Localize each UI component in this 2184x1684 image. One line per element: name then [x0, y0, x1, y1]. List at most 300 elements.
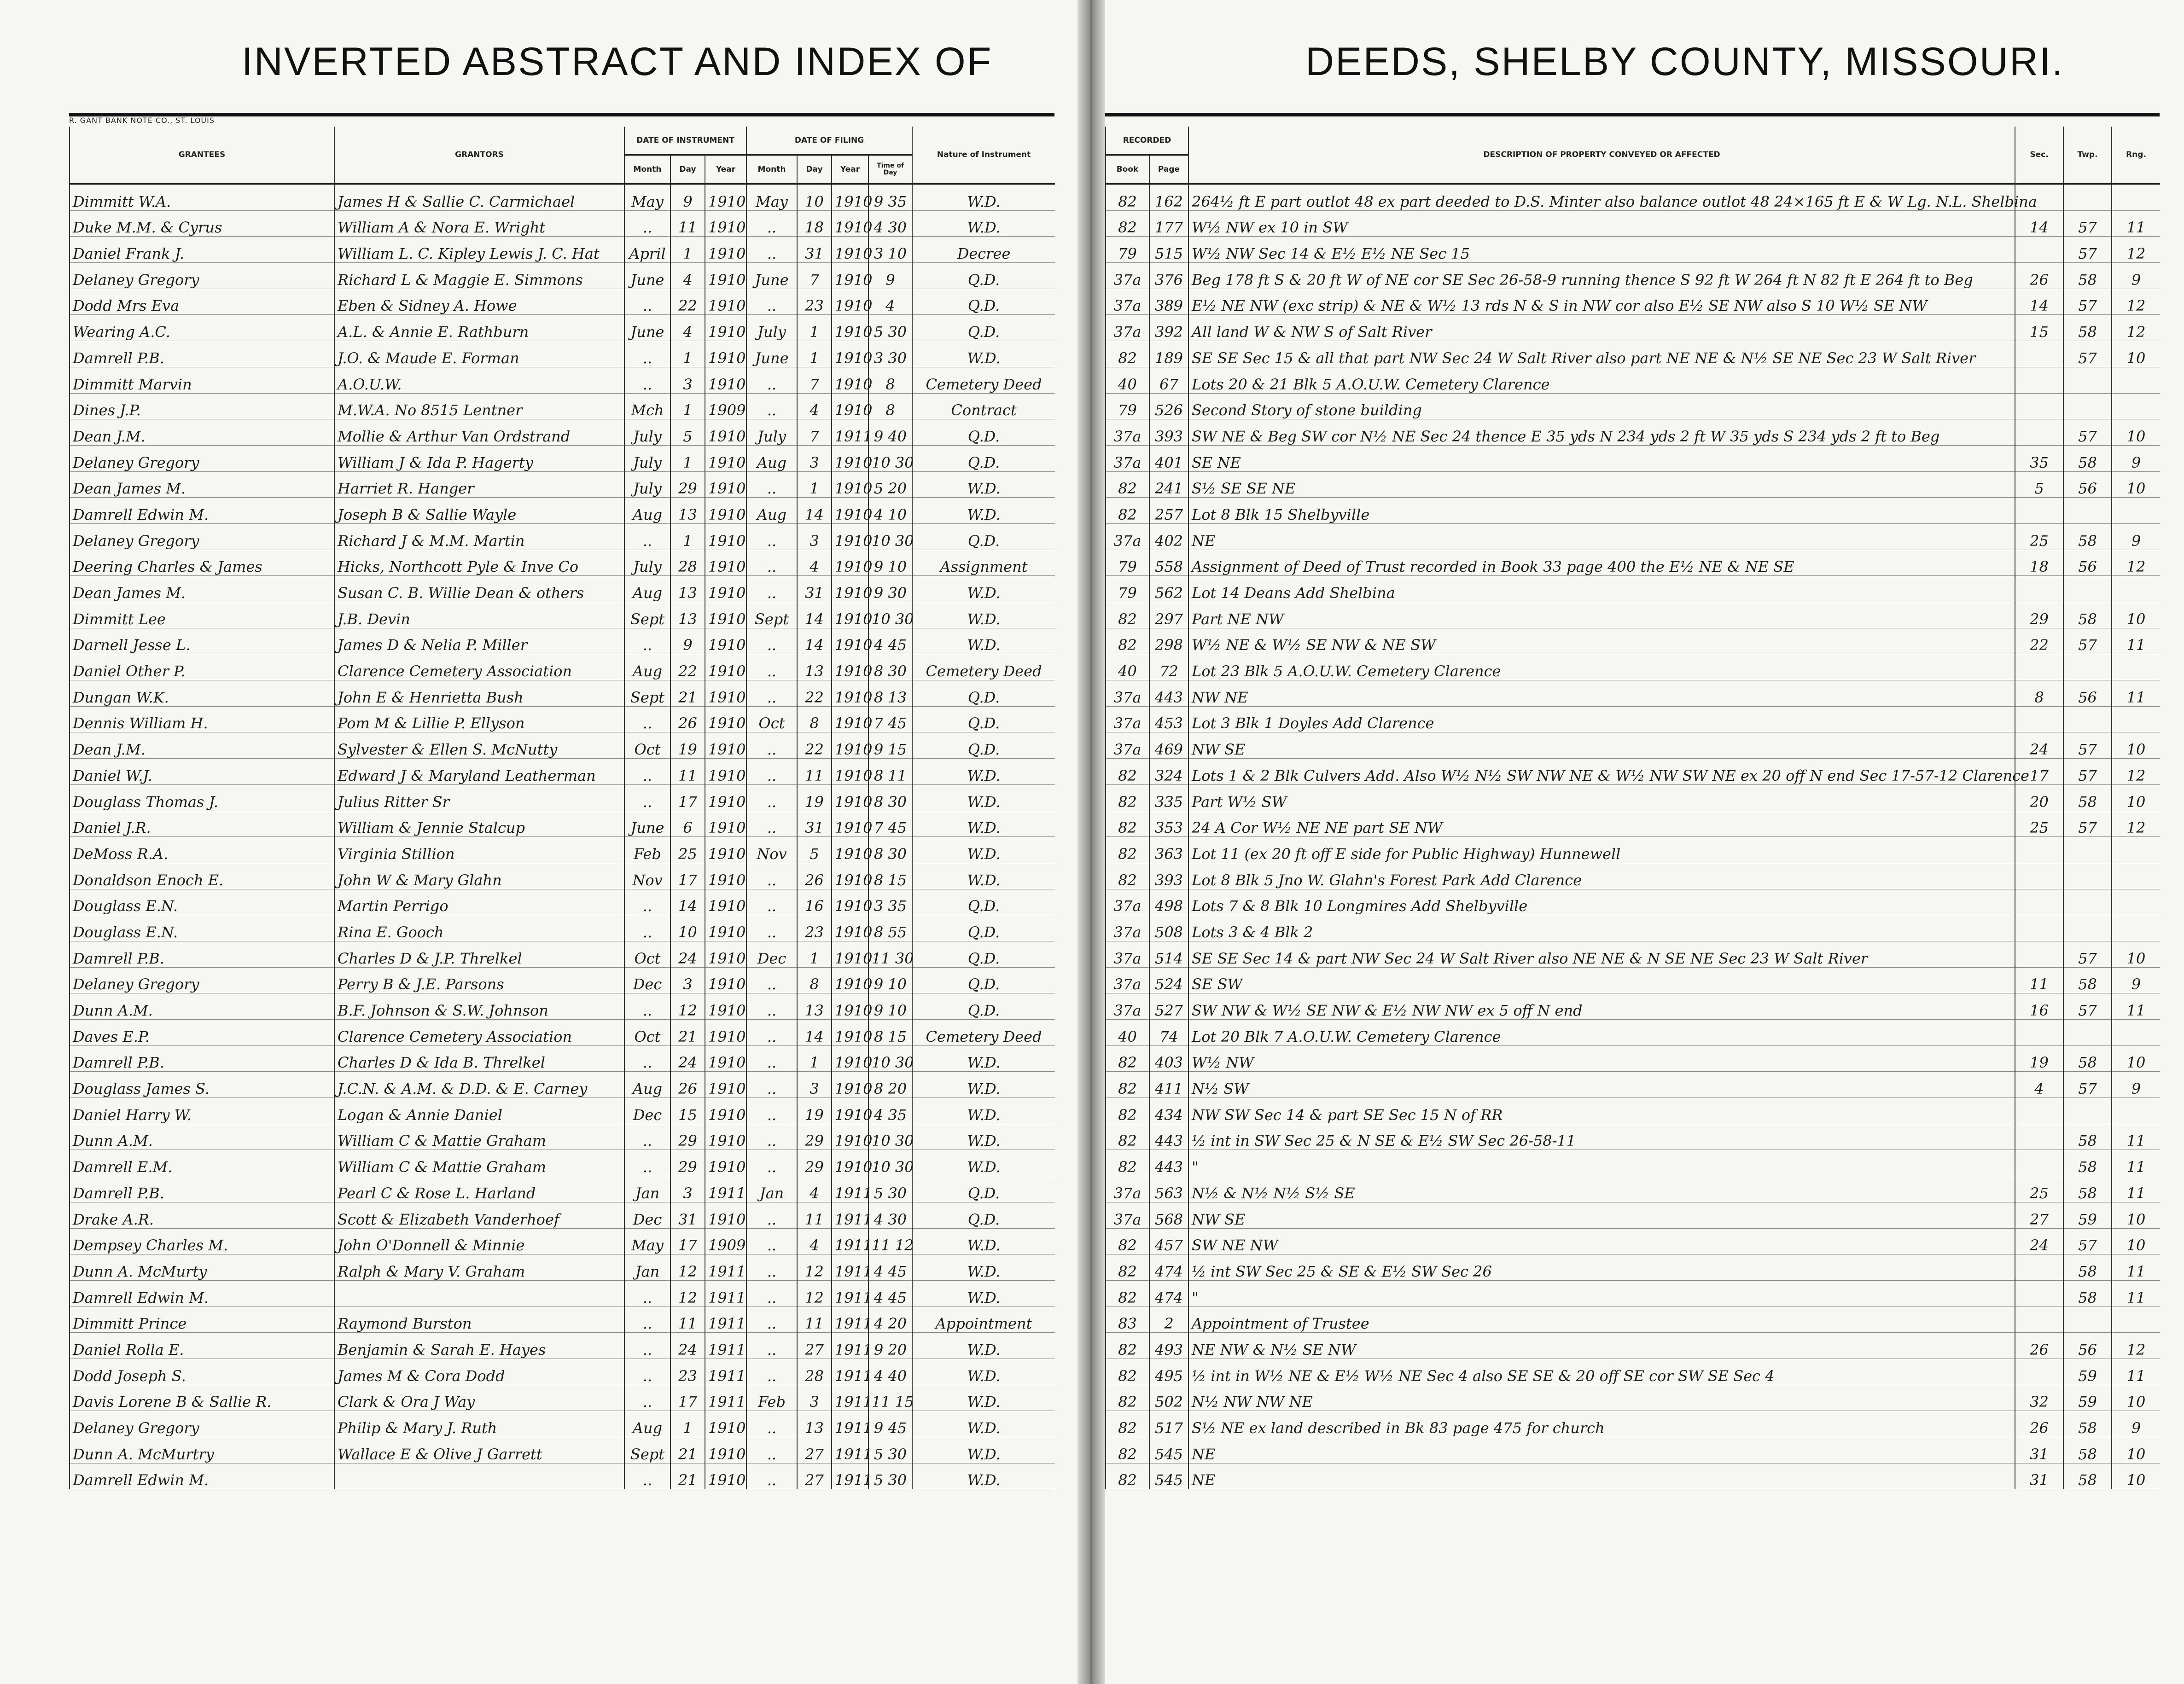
cell-iy: 1910 — [705, 863, 746, 889]
cell-sec — [2015, 341, 2063, 367]
cell-fm: .. — [746, 1098, 797, 1124]
cell-id: 1 — [670, 1411, 705, 1437]
cell-ft: 4 45 — [868, 628, 912, 654]
cell-fd: 1 — [797, 341, 832, 367]
cell-iy: 1910 — [705, 523, 746, 550]
cell-fm: July — [746, 419, 797, 446]
cell-rng: 12 — [2112, 289, 2160, 315]
cell-ft: 4 45 — [868, 1254, 912, 1281]
cell-grantor: Clark & Ora J Way — [334, 1385, 624, 1411]
cell-nature: Q.D. — [912, 993, 1055, 1020]
cell-fy: 1910 — [832, 837, 868, 863]
cell-desc: ½ int in SW Sec 25 & N SE & E½ SW Sec 26-58-11 — [1188, 1124, 2015, 1150]
cell-id: 24 — [670, 1333, 705, 1359]
ledger-row — [70, 1437, 1055, 1463]
cell-ft: 8 11 — [868, 759, 912, 785]
ledger-row-right — [1106, 706, 2160, 732]
cell-fd: 5 — [797, 837, 832, 863]
ledger-row — [70, 523, 1055, 550]
cell-nature: W.D. — [912, 1280, 1055, 1307]
cell-desc: ½ int SW Sec 25 & SE & E½ SW Sec 26 — [1188, 1254, 2015, 1281]
cell-id: 15 — [670, 1098, 705, 1124]
cell-twp: 57 — [2063, 811, 2112, 837]
ledger-row-right — [1106, 263, 2160, 289]
cell-twp — [2063, 1307, 2112, 1333]
cell-im: Aug — [624, 1072, 670, 1098]
cell-fy: 1910 — [832, 889, 868, 915]
ledger-row-right — [1106, 1150, 2160, 1176]
inst-year-header: Year — [705, 155, 746, 184]
ledger-row — [70, 210, 1055, 237]
cell-book: 83 — [1106, 1307, 1149, 1333]
cell-sec: 29 — [2015, 602, 2063, 628]
cell-rng: 11 — [2112, 1280, 2160, 1307]
cell-ft: 4 30 — [868, 1202, 912, 1228]
cell-page: 72 — [1149, 654, 1188, 680]
cell-sec: 31 — [2015, 1463, 2063, 1489]
description-header: DESCRIPTION OF PROPERTY CONVEYED OR AFFECTED — [1188, 127, 2015, 184]
left-ledger-table — [69, 127, 1055, 1489]
cell-iy: 1910 — [705, 498, 746, 524]
cell-page: 403 — [1149, 1045, 1188, 1072]
cell-iy: 1910 — [705, 1463, 746, 1489]
cell-book: 82 — [1106, 1098, 1149, 1124]
ledger-row — [70, 811, 1055, 837]
cell-fy: 1910 — [832, 210, 868, 237]
cell-sec — [2015, 837, 2063, 863]
cell-im: .. — [624, 628, 670, 654]
cell-twp: 58 — [2063, 1411, 2112, 1437]
cell-book: 37a — [1106, 706, 1149, 732]
ledger-row-right — [1106, 602, 2160, 628]
cell-twp: 59 — [2063, 1385, 2112, 1411]
cell-fd: 3 — [797, 523, 832, 550]
cell-book: 82 — [1106, 1411, 1149, 1437]
cell-page: 376 — [1149, 263, 1188, 289]
cell-id: 21 — [670, 1463, 705, 1489]
ledger-row — [70, 1150, 1055, 1176]
cell-id: 26 — [670, 706, 705, 732]
cell-page: 335 — [1149, 784, 1188, 811]
cell-page: 2 — [1149, 1307, 1188, 1333]
cell-sec: 4 — [2015, 1072, 2063, 1098]
cell-grantee: DeMoss R.A. — [70, 837, 334, 863]
cell-grantor: Virginia Stillion — [334, 837, 624, 863]
cell-page: 162 — [1149, 184, 1188, 211]
cell-grantor: M.W.A. No 8515 Lentner — [334, 393, 624, 419]
cell-desc: W½ NW Sec 14 & E½ E½ NE Sec 15 — [1188, 237, 2015, 263]
cell-sec — [2015, 1359, 2063, 1385]
cell-fy: 1910 — [832, 706, 868, 732]
cell-sec — [2015, 393, 2063, 419]
cell-id: 28 — [670, 550, 705, 576]
cell-desc: ½ int in W½ NE & E½ W½ NE Sec 4 also SE SE & 20 off SE cor SW SE Sec 4 — [1188, 1359, 2015, 1385]
nature-header: Nature of Instrument — [912, 127, 1055, 184]
cell-fy: 1910 — [832, 341, 868, 367]
cell-fd: 7 — [797, 419, 832, 446]
ledger-row-right — [1106, 628, 2160, 654]
cell-id: 24 — [670, 941, 705, 967]
cell-page: 498 — [1149, 889, 1188, 915]
cell-id: 5 — [670, 419, 705, 446]
cell-desc: Lot 8 Blk 5 Jno W. Glahn's Forest Park Add Clarence — [1188, 863, 2015, 889]
cell-book: 82 — [1106, 1072, 1149, 1098]
cell-sec: 5 — [2015, 471, 2063, 498]
cell-id: 17 — [670, 1385, 705, 1411]
cell-nature: Q.D. — [912, 1202, 1055, 1228]
cell-desc: Lot 3 Blk 1 Doyles Add Clarence — [1188, 706, 2015, 732]
cell-grantee: Douglass E.N. — [70, 889, 334, 915]
ledger-row-right — [1106, 1280, 2160, 1307]
cell-grantee: Damrell P.B. — [70, 1176, 334, 1202]
cell-fd: 31 — [797, 576, 832, 602]
cell-ft: 8 15 — [868, 863, 912, 889]
cell-fy: 1910 — [832, 941, 868, 967]
cell-im: Nov — [624, 863, 670, 889]
cell-im: .. — [624, 1307, 670, 1333]
cell-id: 17 — [670, 863, 705, 889]
cell-desc: NW SW Sec 14 & part SE Sec 15 N of RR — [1188, 1098, 2015, 1124]
cell-ft: 8 15 — [868, 1020, 912, 1046]
ledger-row — [70, 1307, 1055, 1333]
cell-grantee: Daniel Harry W. — [70, 1098, 334, 1124]
cell-grantor — [334, 1280, 624, 1307]
ledger-row — [70, 1124, 1055, 1150]
cell-ft: 10 30 — [868, 1045, 912, 1072]
cell-page: 297 — [1149, 602, 1188, 628]
cell-page: 392 — [1149, 315, 1188, 341]
cell-sec — [2015, 889, 2063, 915]
cell-rng: 12 — [2112, 315, 2160, 341]
cell-sec: 35 — [2015, 445, 2063, 471]
cell-fd: 14 — [797, 628, 832, 654]
cell-fm: .. — [746, 1307, 797, 1333]
cell-grantor: Logan & Annie Daniel — [334, 1098, 624, 1124]
cell-fd: 3 — [797, 445, 832, 471]
cell-nature: W.D. — [912, 498, 1055, 524]
cell-ft: 8 30 — [868, 784, 912, 811]
cell-twp — [2063, 889, 2112, 915]
cell-sec: 24 — [2015, 732, 2063, 759]
cell-fm: .. — [746, 628, 797, 654]
cell-twp — [2063, 863, 2112, 889]
cell-fd: 28 — [797, 1359, 832, 1385]
cell-ft: 5 20 — [868, 471, 912, 498]
cell-fm: .. — [746, 210, 797, 237]
cell-fy: 1910 — [832, 184, 868, 211]
cell-fd: 14 — [797, 498, 832, 524]
cell-book: 37a — [1106, 993, 1149, 1020]
cell-fy: 1910 — [832, 315, 868, 341]
cell-grantor: Perry B & J.E. Parsons — [334, 967, 624, 993]
cell-fm: .. — [746, 863, 797, 889]
cell-page: 545 — [1149, 1463, 1188, 1489]
cell-rng — [2112, 837, 2160, 863]
cell-iy: 1911 — [705, 1176, 746, 1202]
cell-grantee: Deering Charles & James — [70, 550, 334, 576]
cell-nature: W.D. — [912, 1463, 1055, 1489]
cell-book: 82 — [1106, 498, 1149, 524]
cell-fm: .. — [746, 237, 797, 263]
cell-ft: 8 55 — [868, 915, 912, 941]
cell-grantor: William & Jennie Stalcup — [334, 811, 624, 837]
file-day-header: Day — [797, 155, 832, 184]
cell-book: 82 — [1106, 1359, 1149, 1385]
cell-desc: SE SE Sec 15 & all that part NW Sec 24 W Salt River also part NE NE & N½ SE NE Sec 23 W Salt River — [1188, 341, 2015, 367]
cell-desc: SE SE Sec 14 & part NW Sec 24 W Salt River also NE NE & N SE NE Sec 23 W Salt River — [1188, 941, 2015, 967]
cell-grantor: Hicks, Northcott Pyle & Inve Co — [334, 550, 624, 576]
cell-twp: 58 — [2063, 967, 2112, 993]
cell-ft: 9 35 — [868, 184, 912, 211]
cell-im: May — [624, 1228, 670, 1254]
cell-desc: NE — [1188, 1437, 2015, 1463]
cell-nature: Q.D. — [912, 889, 1055, 915]
cell-rng: 10 — [2112, 341, 2160, 367]
cell-fy: 1910 — [832, 237, 868, 263]
cell-fy: 1911 — [832, 1437, 868, 1463]
cell-fd: 3 — [797, 1385, 832, 1411]
cell-fd: 1 — [797, 471, 832, 498]
cell-nature: W.D. — [912, 1385, 1055, 1411]
cell-grantee: Dean James M. — [70, 471, 334, 498]
cell-ft: 10 30 — [868, 1150, 912, 1176]
cell-desc: NE — [1188, 1463, 2015, 1489]
cell-page: 67 — [1149, 367, 1188, 393]
cell-id: 13 — [670, 576, 705, 602]
cell-rng: 10 — [2112, 419, 2160, 446]
ledger-row-right — [1106, 863, 2160, 889]
ledger-row-right — [1106, 1437, 2160, 1463]
cell-twp: 57 — [2063, 993, 2112, 1020]
ledger-row — [70, 237, 1055, 263]
cell-nature: W.D. — [912, 341, 1055, 367]
cell-grantee: Drake A.R. — [70, 1202, 334, 1228]
cell-iy: 1910 — [705, 732, 746, 759]
cell-book: 82 — [1106, 759, 1149, 785]
cell-fd: 14 — [797, 1020, 832, 1046]
cell-iy: 1910 — [705, 680, 746, 707]
cell-grantor: Raymond Burston — [334, 1307, 624, 1333]
cell-fm: .. — [746, 680, 797, 707]
ledger-row-right — [1106, 1228, 2160, 1254]
cell-ft: 4 30 — [868, 210, 912, 237]
cell-fy: 1911 — [832, 419, 868, 446]
cell-rng: 12 — [2112, 759, 2160, 785]
cell-sec — [2015, 237, 2063, 263]
cell-book: 82 — [1106, 1463, 1149, 1489]
cell-id: 3 — [670, 1176, 705, 1202]
cell-grantee: Duke M.M. & Cyrus — [70, 210, 334, 237]
cell-ft: 9 30 — [868, 576, 912, 602]
cell-sec: 8 — [2015, 680, 2063, 707]
cell-twp: 57 — [2063, 237, 2112, 263]
cell-fd: 7 — [797, 263, 832, 289]
ledger-row — [70, 393, 1055, 419]
cell-book: 37a — [1106, 915, 1149, 941]
ledger-row — [70, 1020, 1055, 1046]
cell-fy: 1910 — [832, 915, 868, 941]
cell-iy: 1911 — [705, 1359, 746, 1385]
ledger-row — [70, 837, 1055, 863]
cell-fd: 23 — [797, 289, 832, 315]
cell-nature: W.D. — [912, 1359, 1055, 1385]
cell-ft: 3 30 — [868, 341, 912, 367]
cell-im: June — [624, 811, 670, 837]
cell-fy: 1911 — [832, 1307, 868, 1333]
page-header: Page — [1149, 155, 1188, 184]
cell-iy: 1910 — [705, 967, 746, 993]
cell-nature: Decree — [912, 237, 1055, 263]
header-rule — [69, 113, 1054, 116]
cell-iy: 1911 — [705, 1280, 746, 1307]
cell-im: Aug — [624, 654, 670, 680]
cell-page: 257 — [1149, 498, 1188, 524]
cell-nature: W.D. — [912, 184, 1055, 211]
cell-book: 82 — [1106, 1437, 1149, 1463]
cell-sec: 14 — [2015, 210, 2063, 237]
ledger-row — [70, 1072, 1055, 1098]
cell-book: 79 — [1106, 550, 1149, 576]
cell-id: 19 — [670, 732, 705, 759]
cell-grantor: William C & Mattie Graham — [334, 1124, 624, 1150]
ledger-row-right — [1106, 550, 2160, 576]
cell-page: 545 — [1149, 1437, 1188, 1463]
cell-twp — [2063, 654, 2112, 680]
cell-im: .. — [624, 784, 670, 811]
ledger-row-right — [1106, 1254, 2160, 1281]
cell-id: 23 — [670, 1359, 705, 1385]
cell-grantor: Edward J & Maryland Leatherman — [334, 759, 624, 785]
cell-fy: 1910 — [832, 759, 868, 785]
cell-book: 82 — [1106, 784, 1149, 811]
cell-page: 474 — [1149, 1280, 1188, 1307]
cell-iy: 1911 — [705, 1254, 746, 1281]
cell-grantor: Susan C. B. Willie Dean & others — [334, 576, 624, 602]
cell-id: 17 — [670, 1228, 705, 1254]
cell-twp: 58 — [2063, 1437, 2112, 1463]
cell-nature: W.D. — [912, 1150, 1055, 1176]
cell-grantee: Dunn A.M. — [70, 993, 334, 1020]
cell-id: 17 — [670, 784, 705, 811]
cell-fy: 1910 — [832, 628, 868, 654]
cell-iy: 1910 — [705, 1045, 746, 1072]
cell-grantee: Davis Lorene B & Sallie R. — [70, 1385, 334, 1411]
cell-fy: 1910 — [832, 445, 868, 471]
cell-sec — [2015, 1124, 2063, 1150]
cell-fd: 1 — [797, 315, 832, 341]
cell-fm: July — [746, 315, 797, 341]
cell-grantee: Dunn A. McMurty — [70, 1254, 334, 1281]
cell-grantor: Joseph B & Sallie Wayle — [334, 498, 624, 524]
cell-page: 517 — [1149, 1411, 1188, 1437]
ledger-row-right — [1106, 289, 2160, 315]
cell-desc: S½ SE SE NE — [1188, 471, 2015, 498]
cell-grantor: Richard J & M.M. Martin — [334, 523, 624, 550]
cell-rng — [2112, 184, 2160, 211]
cell-fm: Oct — [746, 706, 797, 732]
cell-grantor: B.F. Johnson & S.W. Johnson — [334, 993, 624, 1020]
cell-iy: 1911 — [705, 1385, 746, 1411]
cell-nature: Q.D. — [912, 523, 1055, 550]
cell-desc: NW SE — [1188, 732, 2015, 759]
cell-book: 82 — [1106, 210, 1149, 237]
cell-iy: 1910 — [705, 1072, 746, 1098]
cell-id: 6 — [670, 811, 705, 837]
right-title: DEEDS, SHELBY COUNTY, MISSOURI. — [1305, 40, 2064, 84]
ledger-row — [70, 550, 1055, 576]
ledger-row-right — [1106, 576, 2160, 602]
cell-fy: 1910 — [832, 863, 868, 889]
cell-twp: 58 — [2063, 1280, 2112, 1307]
cell-iy: 1909 — [705, 1228, 746, 1254]
cell-grantee: Damrell Edwin M. — [70, 498, 334, 524]
cell-twp — [2063, 498, 2112, 524]
cell-grantor: Rina E. Gooch — [334, 915, 624, 941]
cell-book: 82 — [1106, 1150, 1149, 1176]
cell-page: 508 — [1149, 915, 1188, 941]
ledger-row — [70, 419, 1055, 446]
cell-iy: 1910 — [705, 550, 746, 576]
cell-nature: Q.D. — [912, 706, 1055, 732]
cell-twp — [2063, 576, 2112, 602]
cell-desc: Lots 3 & 4 Blk 2 — [1188, 915, 2015, 941]
cell-twp: 58 — [2063, 445, 2112, 471]
printer-mark: R. GANT BANK NOTE CO., ST. LOUIS — [69, 116, 215, 125]
cell-ft: 9 40 — [868, 419, 912, 446]
cell-id: 12 — [670, 993, 705, 1020]
cell-page: 563 — [1149, 1176, 1188, 1202]
cell-fm: .. — [746, 523, 797, 550]
left-title: INVERTED ABSTRACT AND INDEX OF — [242, 40, 993, 84]
cell-twp: 58 — [2063, 1254, 2112, 1281]
ledger-row-right — [1106, 1176, 2160, 1202]
cell-twp: 56 — [2063, 550, 2112, 576]
cell-grantee: Delaney Gregory — [70, 967, 334, 993]
cell-fy: 1910 — [832, 1020, 868, 1046]
cell-fd: 18 — [797, 210, 832, 237]
cell-im: .. — [624, 1045, 670, 1072]
ledger-row-right — [1106, 784, 2160, 811]
cell-twp: 58 — [2063, 315, 2112, 341]
cell-fm: .. — [746, 471, 797, 498]
rng-header: Rng. — [2112, 127, 2160, 184]
cell-twp: 57 — [2063, 1072, 2112, 1098]
cell-page: 514 — [1149, 941, 1188, 967]
cell-rng: 10 — [2112, 1202, 2160, 1228]
cell-fy: 1910 — [832, 289, 868, 315]
cell-im: July — [624, 471, 670, 498]
cell-grantee: Delaney Gregory — [70, 523, 334, 550]
ledger-row — [70, 1228, 1055, 1254]
cell-sec — [2015, 941, 2063, 967]
cell-fm: .. — [746, 1045, 797, 1072]
ledger-row — [70, 184, 1055, 211]
cell-desc: N½ SW — [1188, 1072, 2015, 1098]
cell-grantee: Douglass James S. — [70, 1072, 334, 1098]
cell-nature: W.D. — [912, 1437, 1055, 1463]
ledger-row-right — [1106, 889, 2160, 915]
cell-rng: 11 — [2112, 993, 2160, 1020]
cell-iy: 1910 — [705, 706, 746, 732]
cell-grantor — [334, 1463, 624, 1489]
ledger-row-right — [1106, 915, 2160, 941]
grantors-header: GRANTORS — [334, 127, 624, 184]
cell-grantor: Mollie & Arthur Van Ordstrand — [334, 419, 624, 446]
cell-page: 389 — [1149, 289, 1188, 315]
cell-rng — [2112, 393, 2160, 419]
cell-rng: 10 — [2112, 1437, 2160, 1463]
cell-grantee: Dodd Mrs Eva — [70, 289, 334, 315]
